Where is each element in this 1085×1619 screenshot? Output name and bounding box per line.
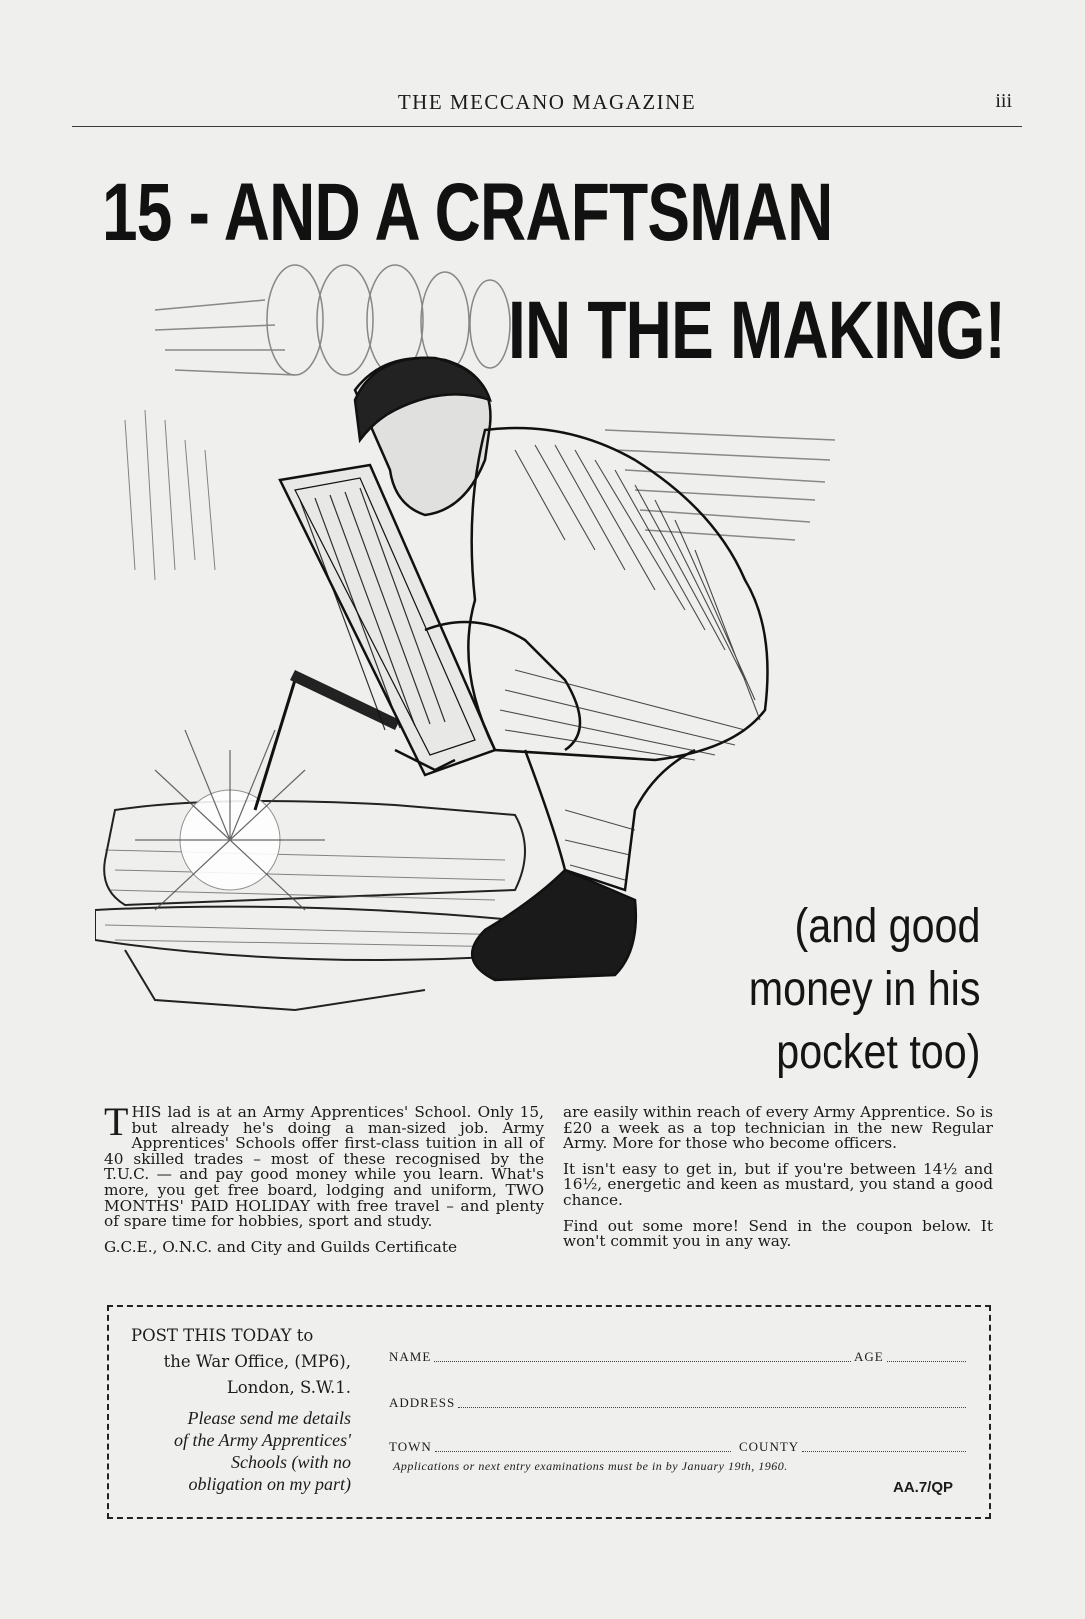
tagline-line-1: (and good	[794, 900, 980, 953]
request-line-1: Please send me details	[187, 1408, 351, 1428]
address-line[interactable]	[458, 1406, 966, 1408]
drop-cap: T	[104, 1099, 129, 1144]
tagline-line-3: pocket too)	[775, 1026, 980, 1079]
post-line-2: the War Office, (MP6),	[163, 1352, 351, 1371]
age-field[interactable]	[854, 1349, 969, 1365]
reference-code: AA.7/QP	[892, 1479, 953, 1496]
body-paragraph: It isn't easy to get in, but if you're between 14½ and 16½, energetic and keen as mustard, you stand a good chance.	[563, 1159, 993, 1209]
body-paragraph: Find out some more! Send in the coupon below. It won't commit you in any way.	[563, 1216, 993, 1251]
page-number: iii	[995, 90, 1012, 112]
coupon-address-block	[131, 1323, 351, 1495]
body-column-2	[563, 1105, 993, 1260]
request-line-4: obligation on my part)	[188, 1474, 351, 1494]
town-field[interactable]	[389, 1439, 734, 1455]
magazine-title: THE MECCANO MAGAZINE	[397, 90, 697, 114]
page-header	[72, 90, 1022, 127]
coupon-form	[107, 1305, 991, 1519]
age-label: AGE	[854, 1349, 884, 1364]
headline-line-1: 15 - AND A CRAFTSMAN	[102, 167, 833, 258]
body-paragraph: THIS lad is at an Army Apprentices' School. Only 15, but already he's doing a man-sized job. Army Apprentices' Schools offer first-class tuition in all of 40 skilled trades – most of these recognised by the T.U.C. — and pay good money while you learn. What's more, you get free board, lodging and uniform, TWO MONTHS' PAID HOLIDAY with free travel – and plenty of spare time for hobbies, sport and study.	[104, 1099, 544, 1231]
body-paragraph: G.C.E., O.N.C. and City and Guilds Certificate	[104, 1237, 458, 1256]
name-line[interactable]	[434, 1360, 851, 1362]
age-line[interactable]	[887, 1360, 966, 1362]
county-field[interactable]	[739, 1439, 969, 1455]
county-line[interactable]	[802, 1450, 966, 1452]
body-paragraph: are easily within reach of every Army Apprentice. So is £20 a week as a top technician in the new Regular Army. More for those who become officers.	[563, 1103, 993, 1153]
request-line-3: Schools (with no	[231, 1452, 351, 1472]
address-field[interactable]	[389, 1395, 969, 1411]
deadline-note: Applications or next entry examinations must be in by January 19th, 1960.	[393, 1459, 788, 1473]
tagline-line-2: money in his	[748, 963, 980, 1016]
name-label: NAME	[389, 1349, 432, 1364]
request-line-2: of the Army Apprentices'	[174, 1430, 351, 1450]
address-label: ADDRESS	[389, 1395, 456, 1410]
headline-line-2: IN THE MAKING!	[508, 285, 1006, 376]
town-label: TOWN	[389, 1439, 432, 1454]
name-field[interactable]	[389, 1349, 854, 1365]
tagline	[748, 895, 980, 1084]
post-line-1: POST THIS TODAY to	[131, 1326, 314, 1345]
town-line[interactable]	[435, 1450, 731, 1452]
body-column-1	[104, 1099, 544, 1265]
post-line-3: London, S.W.1.	[226, 1378, 351, 1397]
county-label: COUNTY	[739, 1439, 800, 1454]
